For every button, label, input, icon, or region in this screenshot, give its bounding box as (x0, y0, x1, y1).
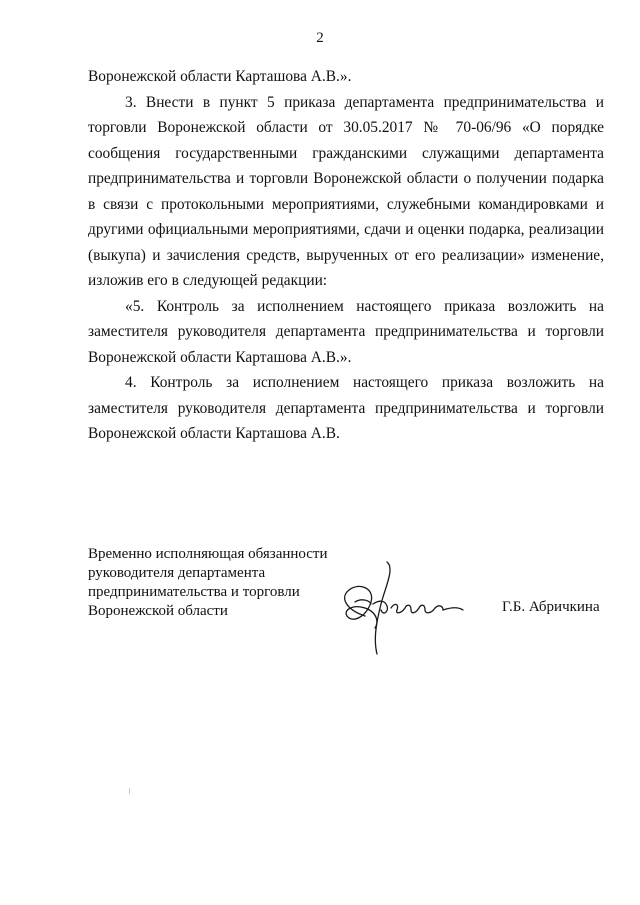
document-body (88, 64, 604, 447)
paragraph-item-4: 4. Контроль за исполнением настоящего приказа возложить на заместителя руководителя департамента предпринимательства и торговли Воронежской области Карташова А.В. (88, 374, 604, 442)
paragraph-quoted-item-5: «5. Контроль за исполнением настоящего приказа возложить на заместителя руководителя департамента предпринимательства и торговли Воронежской области Карташова А.В.». (88, 297, 604, 366)
handwritten-signature (335, 558, 475, 658)
position-line: Временно исполняющая обязанности (88, 546, 328, 562)
position-line: руководителя департамента (88, 565, 266, 581)
scan-artifact (129, 788, 130, 794)
position-line: предпринимательства и торговли (88, 584, 300, 600)
position-line: Воронежской области (88, 603, 228, 619)
paragraph-continuation: Воронежской области Карташова А.В.». (88, 68, 352, 85)
signer-name: Г.Б. Абричкина (502, 599, 600, 615)
page-number: 2 (316, 30, 324, 46)
paragraph-item-3: 3. Внести в пункт 5 приказа департамента предпринимательства и торговли Воронежской области от 30.05.2017 № 70-06/96 «О порядке сообщения государственными гражданскими служащими департамента предпринимательства и торговли Воронежской области о получении подарка в связи с протокольными мероприятиями, служебными командировками и другими официальными мероприятиями, сдачи и оценки подарка, реализации (выкупа) и зачисления средств, вырученных от его реализации» изменение, изложив его в следующей редакции: (88, 93, 604, 289)
